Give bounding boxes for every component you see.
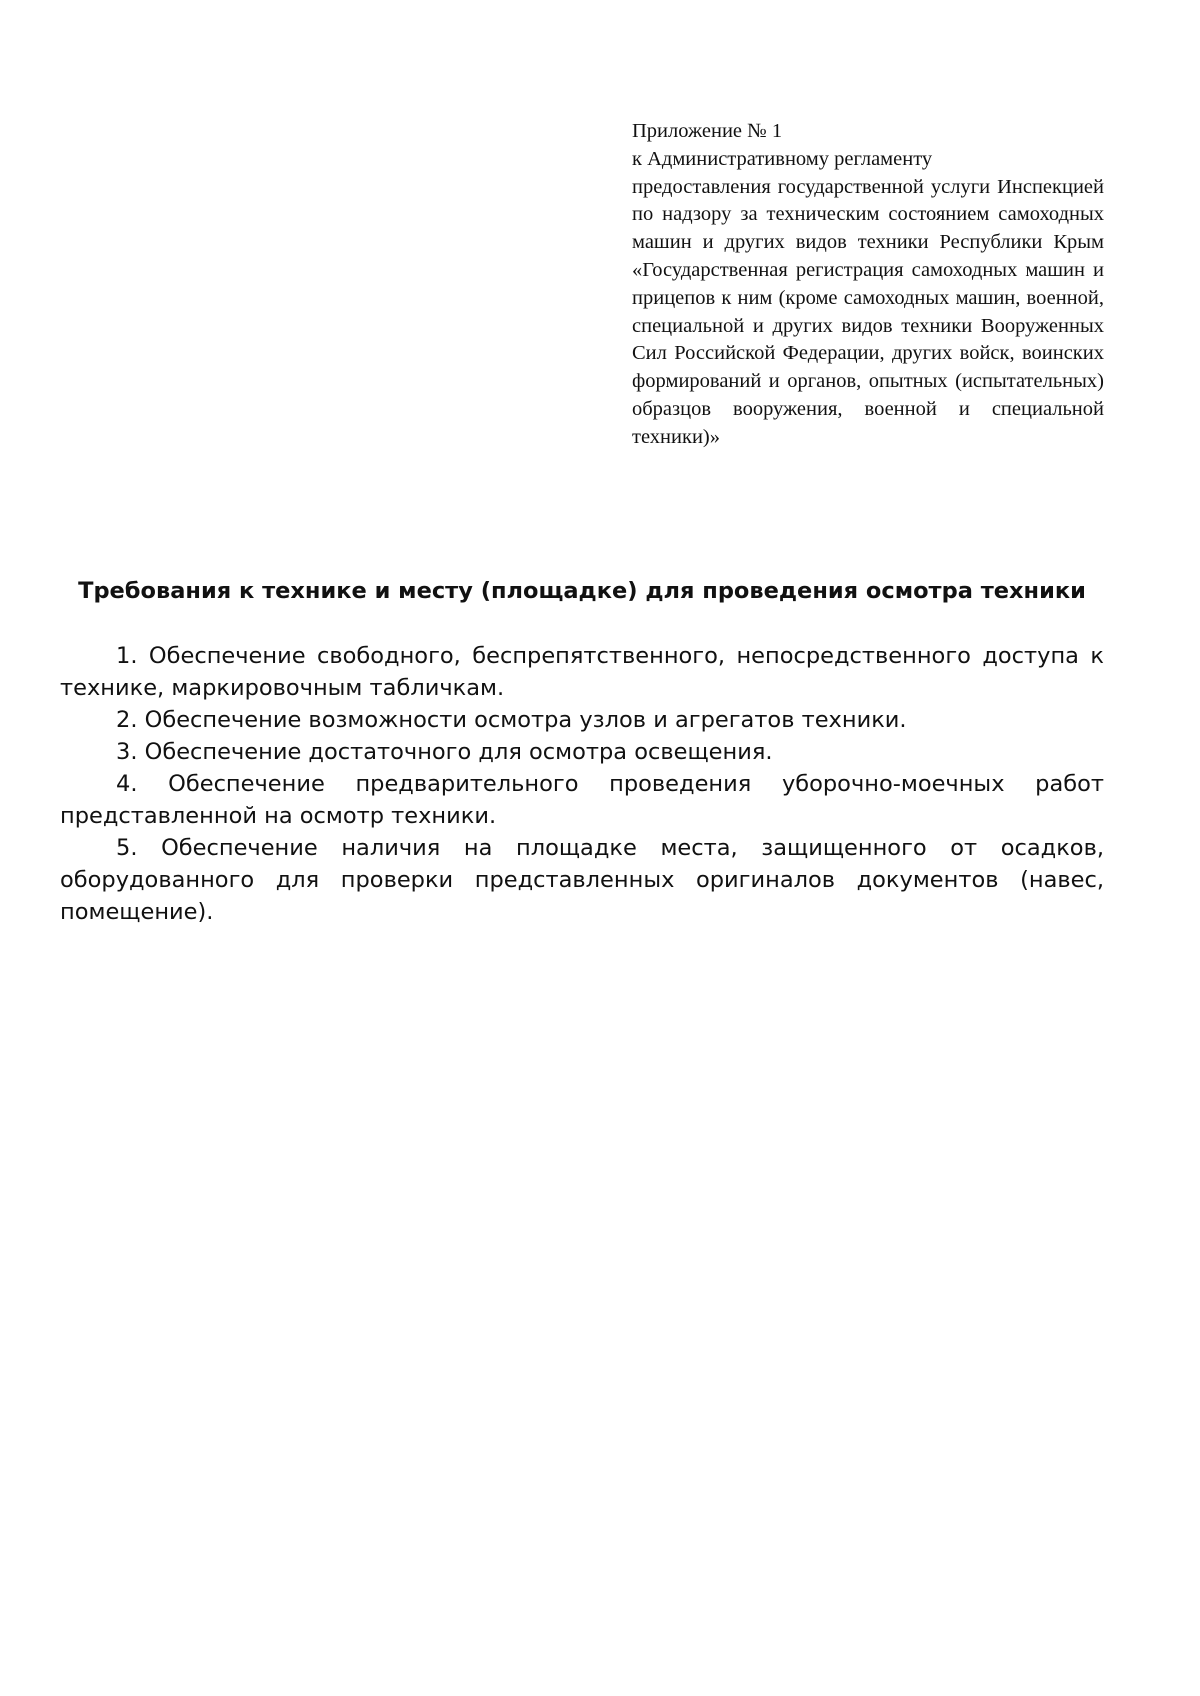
- appendix-regulation-reference: к Административному регламенту: [632, 147, 933, 170]
- appendix-header: [632, 118, 1104, 452]
- requirement-item-5: 5. Обеспечение наличия на площадке места, защищенного от осадков, оборудованного для проверки представленных оригиналов документов (навес, помещение).: [60, 835, 1104, 925]
- requirement-item-3: 3. Обеспечение достаточного для осмотра освещения.: [116, 739, 773, 765]
- appendix-service-description: предоставления государственной услуги Инспекцией по надзору за техническим состоянием самоходных машин и других видов техники Республики Крым «Государственная регистрация самоходных машин и прицепов к ним (кроме самоходных машин, военной, специальной и других видов техники Вооруженных Сил Российской Федерации, других войск, воинских формирований и органов, опытных (испытательных) образцов вооружения, военной и специальной техники)»: [632, 175, 1104, 448]
- requirement-item-1: 1. Обеспечение свободного, беспрепятственного, непосредственного доступа к технике, маркировочным табличкам.: [60, 643, 1104, 701]
- document-title: Требования к технике и месту (площадке) для проведения осмотра техники: [78, 578, 1086, 604]
- requirement-item-4: 4. Обеспечение предварительного проведения уборочно-моечных работ представленной на осмотр техники.: [60, 771, 1104, 829]
- appendix-number: Приложение № 1: [632, 120, 783, 142]
- requirements-list: [60, 640, 1104, 928]
- requirement-item-2: 2. Обеспечение возможности осмотра узлов и агрегатов техники.: [116, 707, 907, 733]
